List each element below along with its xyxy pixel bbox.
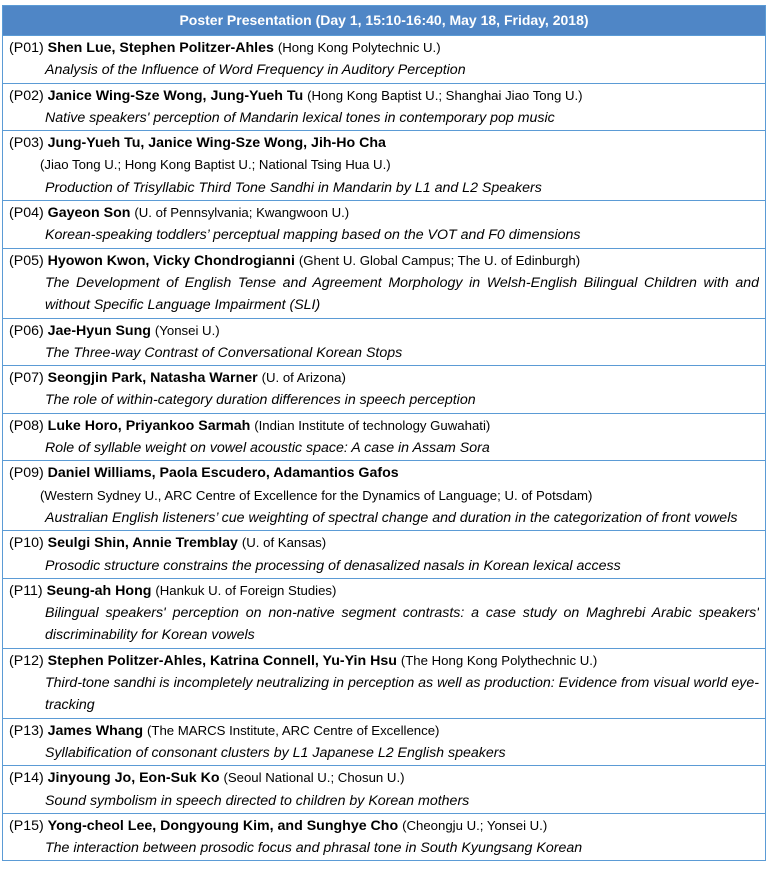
table-row xyxy=(3,319,765,367)
entry-affiliation: (The MARCS Institute, ARC Centre of Excellence) xyxy=(147,722,440,738)
entry-title: The Development of English Tense and Agreement Morphology in Welsh-English Bilingual Children with and without Specific Language Impairment (SLI) xyxy=(45,274,759,314)
entry-authors: Jae-Hyun Sung xyxy=(47,322,151,339)
entry-authors: Jung-Yueh Tu, Janice Wing-Sze Wong, Jih-Ho Cha xyxy=(47,135,386,152)
entry-author-line xyxy=(9,367,759,389)
entry-id: (P08) xyxy=(9,417,44,434)
entry-id: (P03) xyxy=(9,135,44,152)
entry-title: The role of within-category duration differences in speech perception xyxy=(45,392,476,409)
entry-title: Korean-speaking toddlers’ perceptual mapping based on the VOT and F0 dimensions xyxy=(45,227,581,244)
entry-affiliation: (U. of Kansas) xyxy=(241,535,327,551)
entry-affiliation: (Hong Kong Polytechnic U.) xyxy=(277,40,441,55)
entry-authors: Janice Wing-Sze Wong, Jung-Yueh Tu xyxy=(47,87,304,104)
entry-affiliation: (Ghent U. Global Campus; The U. of Edinburgh) xyxy=(298,252,581,268)
entry-author-line xyxy=(9,720,759,742)
table-header: Poster Presentation (Day 1, 15:10-16:40, May 18, Friday, 2018) xyxy=(3,6,765,36)
entry-title: Third-tone sandhi is incompletely neutralizing in perception as well as production: Evidence from visual world eye-tracking xyxy=(45,675,759,714)
entry-author-line xyxy=(9,767,759,789)
table-row xyxy=(3,201,765,249)
entry-id: (P09) xyxy=(9,465,44,482)
entry-affiliation: (U. of Pennsylvania; Kwangwoon U.) xyxy=(134,205,350,221)
entry-id: (P12) xyxy=(9,652,44,669)
entry-authors: Seulgi Shin, Annie Tremblay xyxy=(47,535,238,552)
table-row xyxy=(3,579,765,649)
entry-author-line xyxy=(9,650,759,672)
entry-id: (P02) xyxy=(9,87,44,104)
entry-author-line xyxy=(9,415,759,437)
entry-title: Role of syllable weight on vowel acoustic space: A case in Assam Sora xyxy=(45,440,490,457)
entry-authors: Gayeon Son xyxy=(47,205,131,222)
entry-author-line xyxy=(9,462,759,484)
entry-id: (P04) xyxy=(9,205,44,222)
entry-title: Analysis of the Influence of Word Frequency in Auditory Perception xyxy=(45,62,466,79)
entry-id: (P15) xyxy=(9,817,44,834)
entry-title: The interaction between prosodic focus and phrasal tone in South Kyungsang Korean xyxy=(45,840,583,857)
entry-title: Native speakers' perception of Mandarin lexical tones in contemporary pop music xyxy=(45,109,555,126)
table-row xyxy=(3,766,765,814)
entry-affiliation: (Cheongju U.; Yonsei U.) xyxy=(402,817,548,833)
entry-title: The Three-way Contrast of Conversational Korean Stops xyxy=(45,344,403,361)
entry-id: (P05) xyxy=(9,252,44,269)
table-row xyxy=(3,719,765,767)
entry-authors: Luke Horo, Priyankoo Sarmah xyxy=(47,417,251,434)
entry-authors: Yong-cheol Lee, Dongyoung Kim, and Sunghye Cho xyxy=(47,817,399,834)
entry-id: (P14) xyxy=(9,770,44,787)
entry-id: (P10) xyxy=(9,535,44,552)
entry-author-line xyxy=(9,37,759,59)
entry-author-line xyxy=(9,815,759,837)
entry-affiliation: (Yonsei U.) xyxy=(154,322,220,338)
entries-list xyxy=(3,36,765,860)
entry-id: (P13) xyxy=(9,722,44,739)
entry-affiliation: (Hankuk U. of Foreign Studies) xyxy=(155,582,337,598)
entry-id: (P07) xyxy=(9,370,44,387)
entry-author-line xyxy=(9,132,759,154)
entry-title: Australian English listeners’ cue weighting of spectral change and duration in the categorization of front vowels xyxy=(45,509,738,526)
entry-affiliation: (Hong Kong Baptist U.; Shanghai Jiao Tong U.) xyxy=(307,87,583,103)
entry-affiliation: (Western Sydney U., ARC Centre of Excellence for the Dynamics of Language; U. of Potsdam) xyxy=(40,487,593,503)
entry-author-line xyxy=(9,250,759,272)
entry-title: Syllabification of consonant clusters by L1 Japanese L2 English speakers xyxy=(45,744,506,761)
entry-affiliation: (U. of Arizona) xyxy=(261,370,346,386)
entry-authors: Shen Lue, Stephen Politzer-Ahles xyxy=(47,40,274,56)
entry-title: Sound symbolism in speech directed to children by Korean mothers xyxy=(45,792,470,809)
entry-affiliation: (Jiao Tong U.; Hong Kong Baptist U.; National Tsing Hua U.) xyxy=(40,157,391,173)
entry-affiliation: (The Hong Kong Polythechnic U.) xyxy=(400,652,598,668)
entry-authors: Hyowon Kwon, Vicky Chondrogianni xyxy=(47,252,295,269)
table-row xyxy=(3,131,765,201)
entry-id: (P06) xyxy=(9,322,44,339)
table-row xyxy=(3,366,765,414)
entry-id: (P01) xyxy=(9,40,44,56)
table-row xyxy=(3,531,765,579)
poster-schedule-table xyxy=(2,5,766,861)
entry-author-line xyxy=(9,532,759,554)
entry-authors: Daniel Williams, Paola Escudero, Adamantios Gafos xyxy=(47,465,399,482)
table-row xyxy=(3,36,765,84)
entry-authors: Stephen Politzer-Ahles, Katrina Connell, Yu-Yin Hsu xyxy=(47,652,397,669)
entry-title: Production of Trisyllabic Third Tone Sandhi in Mandarin by L1 and L2 Speakers xyxy=(45,179,542,196)
entry-author-line xyxy=(9,580,759,602)
table-row xyxy=(3,814,765,861)
entry-id: (P11) xyxy=(9,582,43,599)
entry-authors: Jinyoung Jo, Eon-Suk Ko xyxy=(47,770,220,787)
table-row xyxy=(3,649,765,719)
table-row xyxy=(3,84,765,132)
table-row xyxy=(3,414,765,462)
entry-authors: James Whang xyxy=(47,722,144,739)
entry-author-line xyxy=(9,202,759,224)
entry-affiliation: (Indian Institute of technology Guwahati) xyxy=(254,417,491,433)
entry-authors: Seongjin Park, Natasha Warner xyxy=(47,370,258,387)
entry-author-line xyxy=(9,320,759,342)
entry-author-line xyxy=(9,85,759,107)
entry-title: Prosodic structure constrains the processing of denasalized nasals in Korean lexical access xyxy=(45,557,621,574)
table-row xyxy=(3,461,765,531)
entry-affiliation: (Seoul National U.; Chosun U.) xyxy=(223,770,405,786)
table-row xyxy=(3,249,765,319)
entry-authors: Seung-ah Hong xyxy=(46,582,152,599)
entry-title: Bilingual speakers' perception on non-native segment contrasts: a case study on Maghrebi Arabic speakers' discriminability for Korean vowels xyxy=(45,605,759,644)
